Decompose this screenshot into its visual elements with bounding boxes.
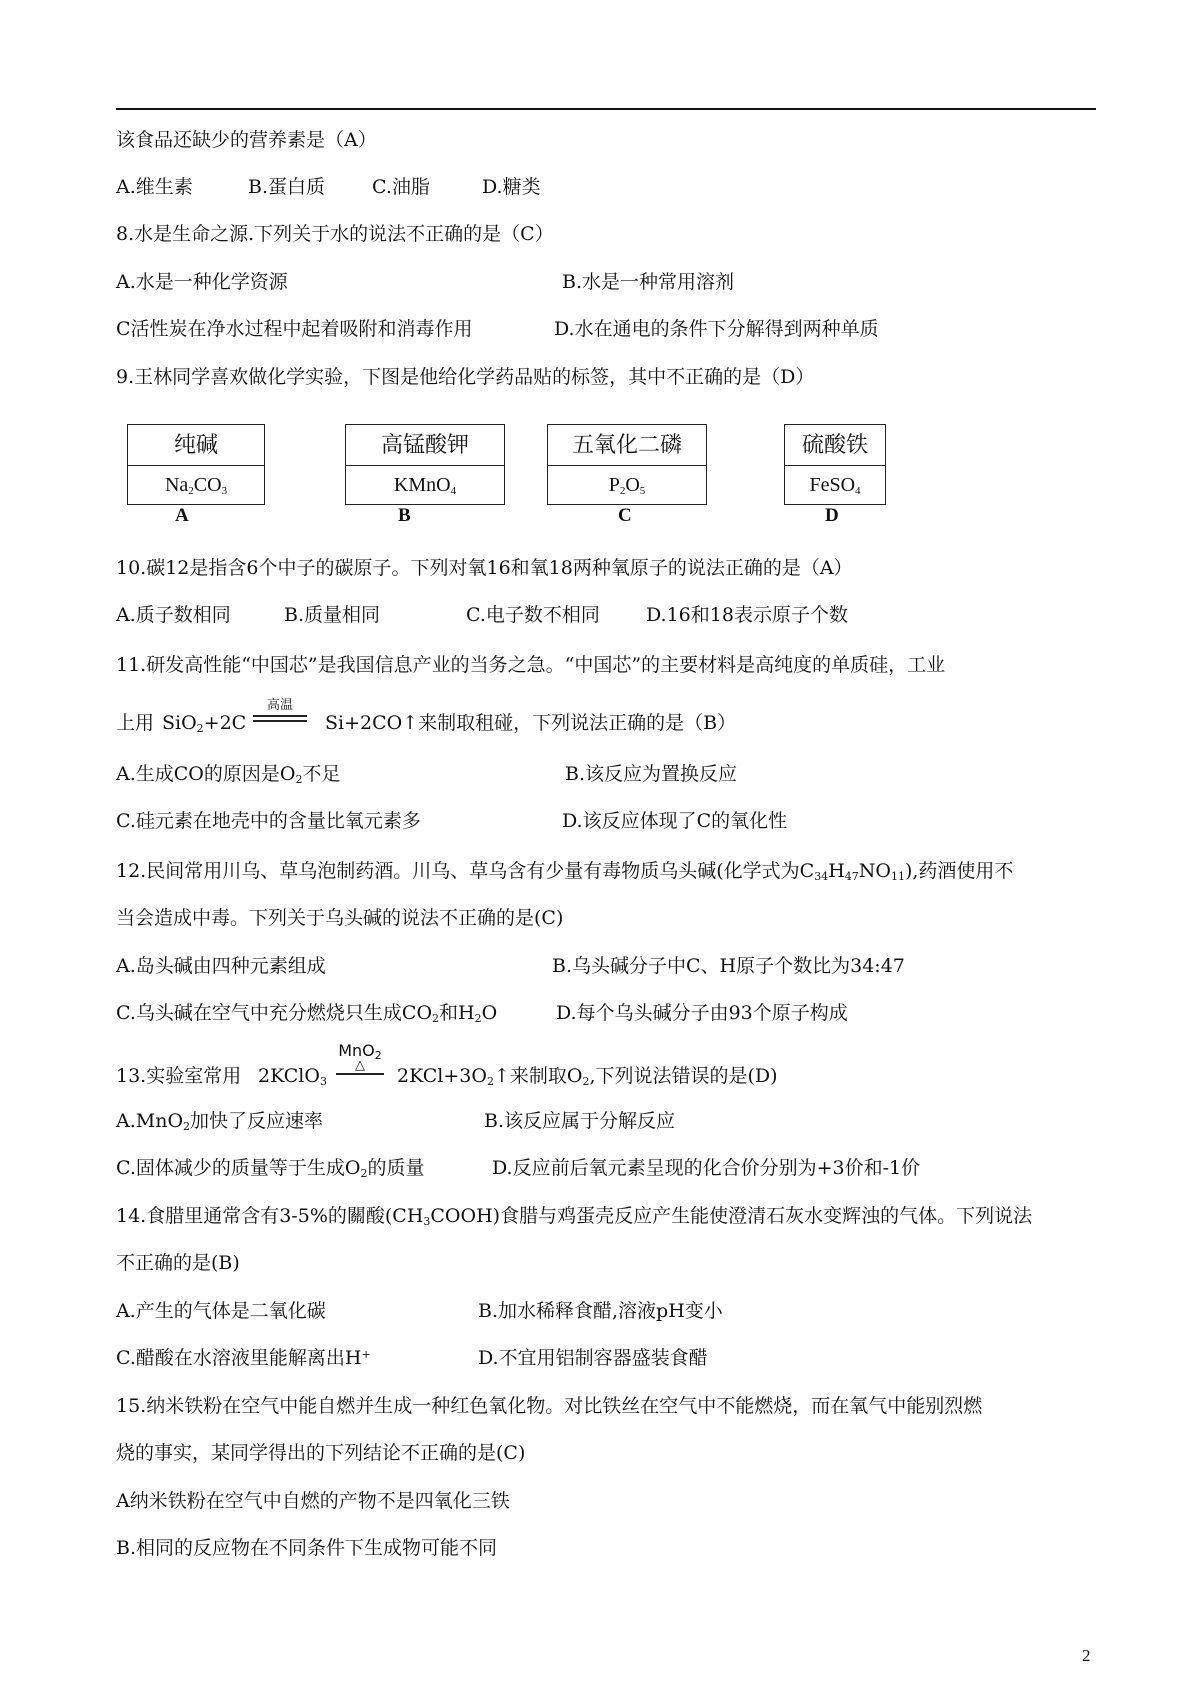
q15-stem-1: 15.纳米铁粉在空气中能自燃并生成一种红色氧化物。对比铁丝在空气中不能燃烧，而在氧气中能别烈燃 (116, 1395, 983, 1417)
q9-stem: 9.王林同学喜欢做化学实验，下图是他给化学药品贴的标签，其中不正确的是（D） (116, 366, 815, 388)
q13-option-b: B.该反应属于分解反应 (484, 1110, 676, 1132)
q14-stem-1: 14.食腊里通常含有3-5%的關酸$(CH_3COOH)$食腊与鸡蛋壳反应产生能使澄清石灰水变辉浊的气体。下列说法 (116, 1205, 1033, 1228)
q15-option-b: B.相同的反应物在不同条件下生成物可能不同 (116, 1537, 498, 1559)
label-d-letter: D (825, 505, 839, 526)
q11-products: Si+2CO↑来制取租碰，下列说法正确的是（B） (325, 712, 737, 734)
header-rule (116, 108, 1096, 110)
q10-option-a: A.质子数相同 (116, 604, 231, 626)
label-b-letter: B (398, 505, 411, 526)
label-c-letter: C (618, 505, 632, 526)
label-d-formula: FeSO$_4$ (809, 474, 861, 497)
q15-option-a: A纳米铁粉在空气中自燃的产物不是四氧化三铁 (116, 1490, 510, 1512)
q12-option-b: B.乌头碱分子中C、H原子个数比为34:47 (552, 955, 905, 977)
q10-stem: 10.碳12是指含6个中子的碳原子。下列对氧16和氧18两种氧原子的说法正确的是（A） (116, 557, 853, 579)
q10-option-c: C.电子数不相同 (466, 604, 600, 626)
q14-option-c: C.醋酸在水溶液里能解离出H+ (116, 1347, 371, 1369)
label-c (547, 424, 707, 505)
label-a-letter: A (175, 505, 189, 526)
page-number: 2 (1082, 1646, 1091, 1665)
label-a-formula: $Na_2CO_3$ (164, 474, 228, 497)
q13-condition: MnO$_2$ △ (336, 1042, 384, 1075)
q12-stem-2: 当会造成中毒。下列关于乌头碱的说法不正确的是(C) (116, 907, 564, 929)
q8-stem: 8.水是生命之源.下列关于水的说法不正确的是（C） (116, 223, 554, 245)
q11-option-a: A.生成CO的原因是$O_2$不足 (116, 763, 341, 786)
q11-stem-2-pre: 上用 (116, 712, 155, 734)
label-d (784, 424, 886, 505)
q11-option-d: D.该反应体现了C的氧化性 (562, 810, 788, 832)
q13-option-d: D.反应前后氧元素呈现的化合价分别为+3价和-1价 (492, 1157, 921, 1179)
q11-reactants: SiO$_2$+2C (162, 712, 247, 735)
q14-option-d: D.不宜用铝制容器盛装食醋 (478, 1347, 708, 1369)
q12-option-a: A.岛头碱由四种元素组成 (116, 955, 326, 977)
label-b-name: 高锰酸钾 (346, 425, 504, 466)
q11-condition-text: 高温 (266, 698, 293, 713)
q7-option-d: D.糖类 (482, 176, 541, 198)
q14-option-a: A.产生的气体是二氧化碳 (116, 1300, 326, 1322)
q10-option-b: B.质量相同 (284, 604, 381, 626)
q13-reactant: 2KClO$_3$ (258, 1065, 327, 1088)
q13-stem-pre: 13.实验室常用 (116, 1065, 242, 1087)
q12-option-c: C.乌头碱在空气中充分燃烧只生成$CO_2$和$H_2O$ (116, 1002, 498, 1025)
q11-option-b: B.该反应为置换反应 (565, 763, 738, 785)
label-a (127, 424, 265, 505)
label-b-formula: KMnO$_4$ (393, 474, 457, 497)
q11-option-c: C.硅元素在地壳中的含量比氧元素多 (116, 810, 421, 832)
q10-option-d: D.16和18表示原子个数 (646, 604, 848, 626)
q15-stem-2: 烧的事实，某同学得出的下列结论不正确的是(C) (116, 1442, 526, 1464)
q13-option-a: A.MnO$_2$加快了反应速率 (116, 1110, 324, 1133)
q7-stem: 该食品还缺少的营养素是（A） (116, 129, 377, 151)
label-a-name: 纯碱 (128, 425, 264, 466)
q13-condition-text: MnO$_2$ (338, 1041, 382, 1062)
q14-stem-2: 不正确的是(B) (116, 1252, 240, 1274)
q7-option-b: B.蛋白质 (248, 176, 326, 198)
q11-condition (253, 699, 307, 722)
q14-option-b: B.加水稀释食醋,溶液pH变小 (478, 1300, 723, 1322)
q8-option-b: B.水是一种常用溶剂 (562, 271, 735, 293)
label-b (345, 424, 505, 505)
label-d-name: 硫酸铁 (785, 425, 885, 466)
q12-option-d: D.每个乌头碱分子由93个原子构成 (556, 1002, 848, 1024)
q8-option-a: A.水是一种化学资源 (116, 271, 288, 293)
q8-option-c: C活性炭在净水过程中起着吸附和消毒作用 (116, 318, 473, 340)
label-c-name: 五氧化二磷 (548, 425, 706, 466)
q7-option-c: C.油脂 (372, 176, 430, 198)
q11-stem-1: 11.研发高性能“中国芯”是我国信息产业的当务之急。“中国芯”的主要材料是高纯度的单质硅，工业 (116, 654, 946, 676)
q12-stem-1: 12.民间常用川乌、草乌泡制药酒。川乌、草乌含有少量有毒物质乌头碱(化学式为$C_{34}H_{47}NO_{11}$),药酒使用不 (116, 860, 1014, 883)
q13-option-c: C.固体减少的质量等于生成$O_2$的质量 (116, 1157, 425, 1180)
q7-option-a: A.维生素 (116, 176, 193, 198)
q8-option-d: D.水在通电的条件下分解得到两种单质 (554, 318, 879, 340)
q13-stem-post: $2KCl+3O_2↑$来制取$O_2$,下列说法错误的是(D) (397, 1065, 778, 1088)
label-c-formula: $P_2O_5$ (608, 474, 646, 497)
